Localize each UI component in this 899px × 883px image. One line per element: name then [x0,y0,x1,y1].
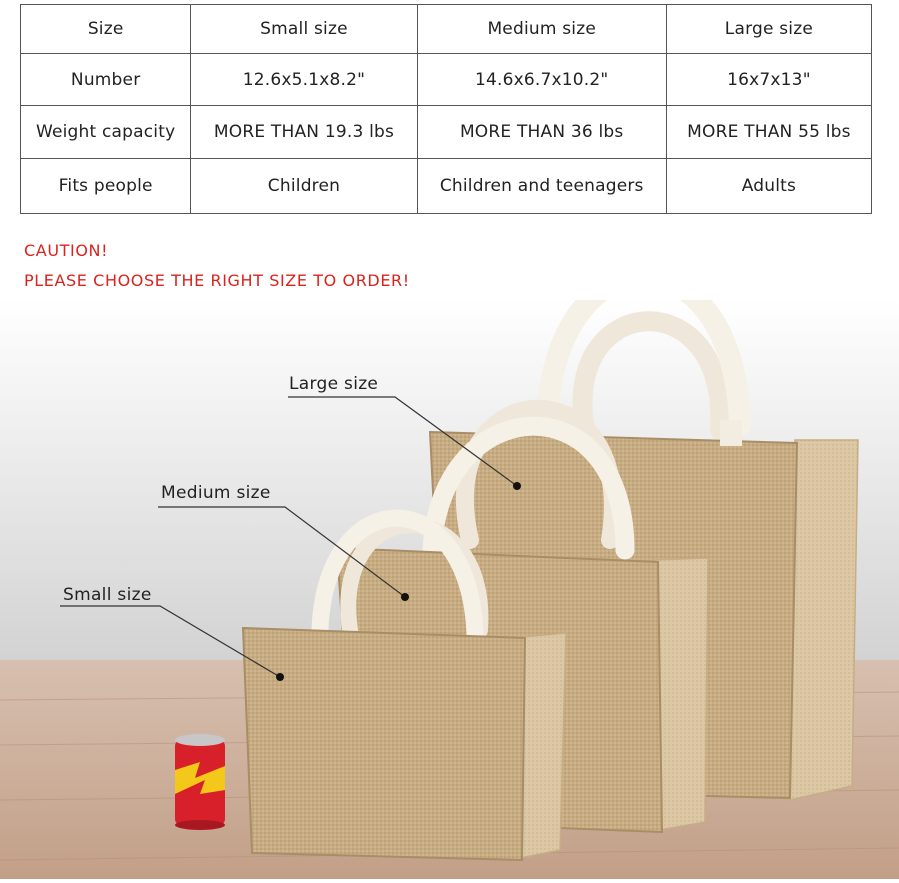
table-row-weight [21,106,872,159]
table-cell: Children [191,159,417,214]
large-bag-tab [720,420,742,446]
table-cell: MORE THAN 36 lbs [417,106,666,159]
header-cell-small: Small size [191,5,417,54]
table-cell: Adults [666,159,871,214]
table-cell: Number [21,54,191,106]
large-bag-side [790,440,858,800]
table-cell: MORE THAN 19.3 lbs [191,106,417,159]
table-header-row [21,5,872,54]
table-cell: MORE THAN 55 lbs [666,106,871,159]
table-cell: 16x7x13" [666,54,871,106]
callout-small-label: Small size [63,585,152,605]
table-cell: Fits people [21,159,191,214]
size-table [20,4,872,214]
small-bag-front [243,628,525,860]
table-row-fits [21,159,872,214]
caution-title: CAUTION! [24,241,109,260]
callout-dot-large [513,482,521,490]
table-cell: Children and teenagers [417,159,666,214]
callout-dot-medium [401,593,409,601]
table-cell: 12.6x5.1x8.2" [191,54,417,106]
callout-medium-label: Medium size [161,483,271,503]
table-cell: Weight capacity [21,106,191,159]
small-bag-side [520,633,566,858]
header-cell-size: Size [21,5,191,54]
callout-large-label: Large size [289,374,379,394]
soda-can [175,734,225,830]
table-cell: 14.6x6.7x10.2" [417,54,666,106]
medium-bag-side [655,558,708,830]
callout-dot-small [276,673,284,681]
product-photo [0,300,899,879]
header-cell-medium: Medium size [417,5,666,54]
caution-message: PLEASE CHOOSE THE RIGHT SIZE TO ORDER! [24,271,410,290]
header-cell-large: Large size [666,5,871,54]
table-row-number [21,54,872,106]
